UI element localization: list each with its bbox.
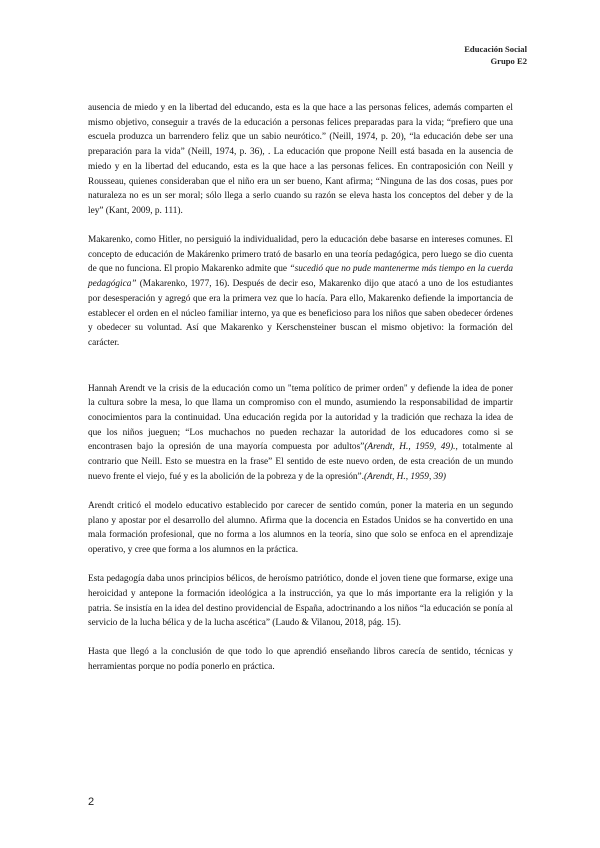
paragraph-2-quote: “sucedió que no pude mantenerme más tiempo en la cuerda pedagógica” [88, 264, 514, 290]
paragraph-5 [88, 572, 513, 631]
paragraph-2-text-start: Makarenko, como Hitler, no persiguió la individualidad, pero la educación debe basarse en intereses comunes. El concepto de educación de Makárenko primero trató de basarlo en una teoría pedagógica, pero luego se dio cuenta de que no funciona. El propio Makarenko admite que [88, 235, 513, 275]
paragraph-3 [88, 382, 513, 485]
page-header [464, 43, 527, 67]
document-body [88, 101, 513, 675]
paragraph-6-text: Hasta que llegó a la conclusión de que todo lo que aprendió enseñando libros carecía de sentido, técnicas y herramientas porque no podía ponerlo en práctica. [88, 647, 513, 673]
paragraph-2-text-end: (Makarenko, 1977, 16). Después de decir eso, Makarenko dijo que atacó a uno de los estudiantes por desesperación y agregó que era la primera vez que lo hacía. Para ello, Makarenko defiende la importancia de establecer el orden en el núcleo familiar interno, ya que es beneficioso para los niños que saben obedecer órdenes y obedecer su voluntad. Así que Makarenko y Kerschensteiner buscan el mismo objetivo: la formación del carácter. [88, 279, 513, 348]
paragraph-3-text-start: Hannah Arendt ve la crisis de la educación como un "tema político de primer orden" y defiende la idea de poner la cultura sobre la mesa, lo que llama un compromiso con el mundo, asumiendo la responsabilidad de impartir conocimientos para la continuidad. Una educación regida por la autoridad y la tradición que rechaza la idea de que los niños jueguen; “Los muchachos no pueden rechazar la autoridad de los educadores como si se encontrasen bajo la opresión de una mayoría compuesta por adultos” [88, 383, 513, 453]
header-course: Educación Social [464, 44, 527, 54]
paragraph-6 [88, 645, 513, 674]
paragraph-5-text: Esta pedagogía daba unos principios bélicos, de heroísmo patriótico, donde el joven tiene que formarse, exige una heroicidad y antepone la formación ideológica a la instrucción, ya que lo más importante era la religión y la patria. Se insistía en la idea del destino providencial de España, adoctrinando a los niños “la educación se ponía al servicio de la lucha bélica y de la lucha ascética” (Laudo & Vilanou, 2018, pág. 15). [88, 574, 513, 629]
paragraph-3-citation-1: (Arendt, H., 1959, 49). [364, 442, 456, 453]
page-number: 2 [88, 796, 95, 808]
paragraph-1 [88, 101, 513, 219]
paragraph-1-text: ausencia de miedo y en la libertad del educando, esta es la que hace a las personas felices, además comparten el mismo objetivo, conseguir a través de la educación a personas felices preparadas para la vida; “prefiero que una escuela produzca un barrendero feliz que un sabio neurótico.” (Neill, 1974, p. 20), “la educación debe ser una preparación para la vida” (Neill, 1974, p. 36), . La educación que propone Neill está basada en la ausencia de miedo y en la libertad del educando, esta es la que hace a las personas felices. En contraposición con Neill y Rousseau, quienes consideraban que el niño era un ser bueno, Kant afirma; “Ninguna de las dos cosas, pues por naturaleza no es un ser moral; sólo llega a serlo cuando su razón se eleva hasta los conceptos del deber y de la ley” (Kant, 2009, p. 111). [88, 103, 513, 216]
paragraph-3-text-end: , totalmente al contrario que Neill. Esto se muestra en la frase” El sentido de este nuevo orden, de esta creación de un mundo nuevo frente el viejo, fué y es la abolición de la pobreza y de la opresión”. [88, 442, 513, 482]
paragraph-3-citation-2: (Arendt, H., 1959, 39) [363, 471, 446, 482]
paragraph-2 [88, 233, 513, 351]
paragraph-4-text: Arendt criticó el modelo educativo establecido por carecer de sentido común, poner la materia en un segundo plano y apostar por el desarrollo del alumno. Afirma que la docencia en Estados Unidos se ha convertido en una mala formación profesional, que no forma a los alumnos en la teoría, sino que solo se enfoca en el aprendizaje operativo, y cree que forma a los alumnos en la práctica. [88, 500, 513, 556]
header-group: Grupo E2 [490, 56, 527, 66]
paragraph-4 [88, 499, 513, 558]
